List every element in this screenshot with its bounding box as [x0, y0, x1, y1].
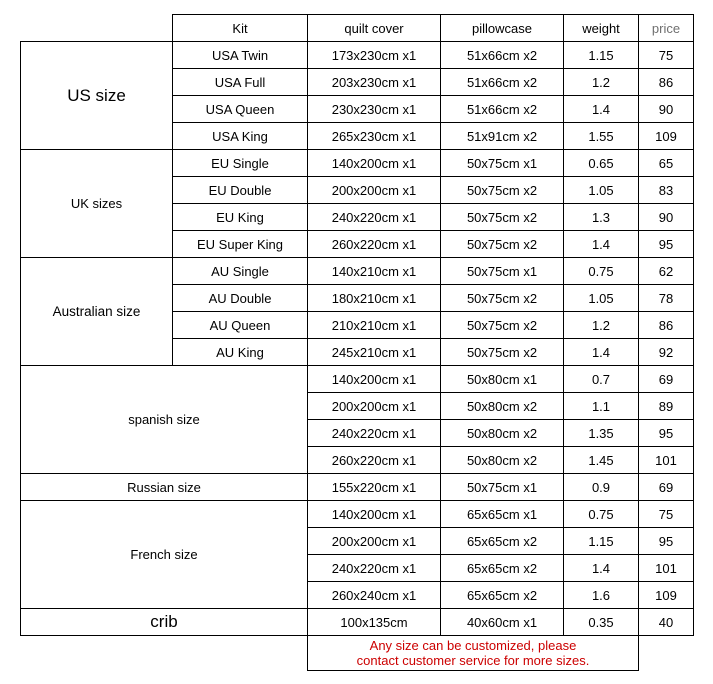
cell-quilt: 265x230cm x1: [308, 123, 441, 150]
cell-quilt: 260x220cm x1: [308, 231, 441, 258]
cell-quilt: 230x230cm x1: [308, 96, 441, 123]
cell-kit: USA Full: [173, 69, 308, 96]
cell-price: 95: [639, 528, 694, 555]
cell-weight: 0.7: [564, 366, 639, 393]
table-body: [21, 42, 694, 671]
cell-pillow: 50x80cm x2: [441, 393, 564, 420]
cell-quilt: 240x220cm x1: [308, 420, 441, 447]
cell-quilt: 240x220cm x1: [308, 555, 441, 582]
footer-spacer-right: [639, 636, 694, 671]
region-group-label: Russian size: [21, 474, 308, 501]
cell-pillow: 65x65cm x2: [441, 528, 564, 555]
column-header-pillowcase: pillowcase: [441, 15, 564, 42]
cell-pillow: 50x80cm x2: [441, 447, 564, 474]
cell-price: 75: [639, 42, 694, 69]
cell-kit: AU Single: [173, 258, 308, 285]
footer-spacer: [21, 636, 308, 671]
cell-pillow: 50x75cm x2: [441, 339, 564, 366]
cell-price: 86: [639, 312, 694, 339]
cell-pillow: 51x66cm x2: [441, 42, 564, 69]
cell-price: 95: [639, 231, 694, 258]
cell-weight: 1.05: [564, 177, 639, 204]
cell-weight: 1.15: [564, 42, 639, 69]
cell-kit: USA Queen: [173, 96, 308, 123]
cell-pillow: 51x91cm x2: [441, 123, 564, 150]
cell-price: 101: [639, 555, 694, 582]
cell-pillow: 50x75cm x1: [441, 258, 564, 285]
cell-weight: 1.4: [564, 96, 639, 123]
cell-weight: 1.6: [564, 582, 639, 609]
table-row: [21, 366, 694, 393]
column-header-kit: Kit: [173, 15, 308, 42]
cell-weight: 1.15: [564, 528, 639, 555]
cell-pillow: 50x75cm x2: [441, 204, 564, 231]
cell-pillow: 51x66cm x2: [441, 96, 564, 123]
cell-price: 90: [639, 204, 694, 231]
cell-price: 62: [639, 258, 694, 285]
cell-price: 90: [639, 96, 694, 123]
cell-pillow: 51x66cm x2: [441, 69, 564, 96]
cell-weight: 1.4: [564, 555, 639, 582]
customization-note-line1: Any size can be customized, please: [369, 637, 577, 653]
cell-quilt: 240x220cm x1: [308, 204, 441, 231]
cell-weight: 1.35: [564, 420, 639, 447]
cell-price: 65: [639, 150, 694, 177]
cell-price: 69: [639, 366, 694, 393]
cell-price: 92: [639, 339, 694, 366]
region-group-label: spanish size: [21, 366, 308, 474]
cell-quilt: 140x200cm x1: [308, 366, 441, 393]
region-group-label: Australian size: [21, 258, 173, 366]
size-chart-sheet: [0, 14, 713, 684]
cell-weight: 1.3: [564, 204, 639, 231]
cell-quilt: 200x200cm x1: [308, 528, 441, 555]
cell-weight: 1.4: [564, 339, 639, 366]
table-row: [21, 42, 694, 69]
cell-quilt: 203x230cm x1: [308, 69, 441, 96]
cell-quilt: 180x210cm x1: [308, 285, 441, 312]
cell-pillow: 65x65cm x1: [441, 501, 564, 528]
region-group-label: crib: [21, 609, 308, 636]
bedding-size-table: [20, 14, 694, 671]
cell-kit: USA Twin: [173, 42, 308, 69]
cell-price: 83: [639, 177, 694, 204]
cell-quilt: 200x200cm x1: [308, 393, 441, 420]
cell-pillow: 50x75cm x1: [441, 150, 564, 177]
cell-quilt: 260x240cm x1: [308, 582, 441, 609]
cell-pillow: 65x65cm x2: [441, 582, 564, 609]
cell-pillow: 50x75cm x2: [441, 312, 564, 339]
cell-kit: EU Single: [173, 150, 308, 177]
cell-price: 40: [639, 609, 694, 636]
column-header-blank: [21, 15, 173, 42]
table-header: [21, 15, 694, 42]
cell-kit: AU Queen: [173, 312, 308, 339]
cell-price: 69: [639, 474, 694, 501]
cell-pillow: 50x75cm x2: [441, 177, 564, 204]
cell-weight: 1.1: [564, 393, 639, 420]
column-header-weight: weight: [564, 15, 639, 42]
cell-weight: 1.2: [564, 69, 639, 96]
cell-quilt: 140x210cm x1: [308, 258, 441, 285]
cell-price: 75: [639, 501, 694, 528]
table-row: [21, 150, 694, 177]
cell-weight: 0.75: [564, 501, 639, 528]
cell-pillow: 50x80cm x2: [441, 420, 564, 447]
cell-weight: 1.4: [564, 231, 639, 258]
cell-price: 101: [639, 447, 694, 474]
cell-pillow: 50x80cm x1: [441, 366, 564, 393]
cell-price: 78: [639, 285, 694, 312]
footer-note-row: [21, 636, 694, 671]
table-row: [21, 501, 694, 528]
cell-quilt: 140x200cm x1: [308, 501, 441, 528]
cell-weight: 1.2: [564, 312, 639, 339]
cell-weight: 0.65: [564, 150, 639, 177]
cell-pillow: 65x65cm x2: [441, 555, 564, 582]
cell-price: 95: [639, 420, 694, 447]
cell-pillow: 50x75cm x2: [441, 231, 564, 258]
cell-kit: EU Super King: [173, 231, 308, 258]
customization-note: [308, 636, 639, 671]
cell-pillow: 50x75cm x1: [441, 474, 564, 501]
cell-price: 86: [639, 69, 694, 96]
cell-price: 109: [639, 123, 694, 150]
table-row: [21, 609, 694, 636]
column-header-quilt-cover: quilt cover: [308, 15, 441, 42]
cell-quilt: 260x220cm x1: [308, 447, 441, 474]
cell-kit: AU King: [173, 339, 308, 366]
customization-note-line2: contact customer service for more sizes.: [356, 652, 590, 668]
cell-kit: AU Double: [173, 285, 308, 312]
cell-quilt: 100x135cm: [308, 609, 441, 636]
cell-quilt: 155x220cm x1: [308, 474, 441, 501]
cell-price: 89: [639, 393, 694, 420]
cell-weight: 0.9: [564, 474, 639, 501]
region-group-label: US size: [21, 42, 173, 150]
cell-kit: USA King: [173, 123, 308, 150]
cell-quilt: 210x210cm x1: [308, 312, 441, 339]
cell-kit: EU Double: [173, 177, 308, 204]
cell-weight: 1.05: [564, 285, 639, 312]
cell-quilt: 173x230cm x1: [308, 42, 441, 69]
cell-quilt: 200x200cm x1: [308, 177, 441, 204]
cell-quilt: 140x200cm x1: [308, 150, 441, 177]
cell-weight: 0.35: [564, 609, 639, 636]
column-header-price: price: [639, 15, 694, 42]
cell-weight: 1.45: [564, 447, 639, 474]
cell-kit: EU King: [173, 204, 308, 231]
cell-pillow: 40x60cm x1: [441, 609, 564, 636]
region-group-label: French size: [21, 501, 308, 609]
cell-weight: 1.55: [564, 123, 639, 150]
table-row: [21, 474, 694, 501]
cell-quilt: 245x210cm x1: [308, 339, 441, 366]
cell-pillow: 50x75cm x2: [441, 285, 564, 312]
cell-weight: 0.75: [564, 258, 639, 285]
region-group-label: UK sizes: [21, 150, 173, 258]
table-row: [21, 258, 694, 285]
cell-price: 109: [639, 582, 694, 609]
table-header-row: [21, 15, 694, 42]
